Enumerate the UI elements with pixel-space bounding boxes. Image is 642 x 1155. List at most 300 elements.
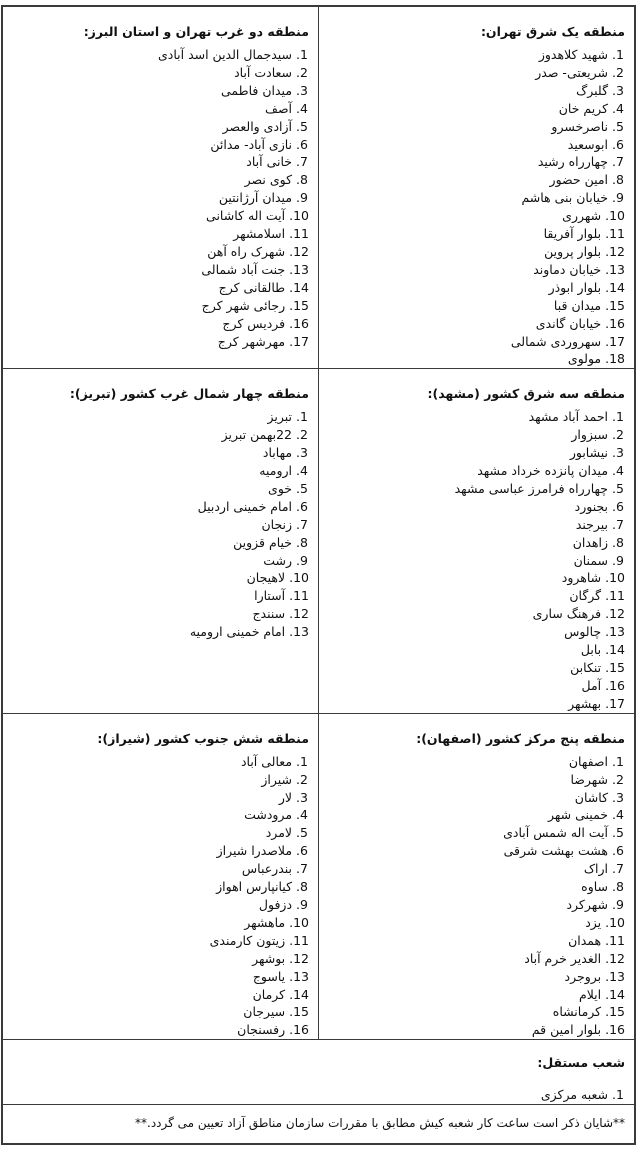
branch-name: یزد (585, 914, 606, 930)
list-item (7, 878, 309, 896)
list-item (7, 333, 309, 351)
list-item (323, 189, 625, 207)
branch-name: مهاباد (262, 445, 296, 461)
list-item (7, 516, 309, 534)
branch-name: سهروردی شمالی (510, 333, 606, 349)
item-number: 1. (612, 47, 624, 62)
branch-name: بلوار پروین (544, 243, 606, 259)
branch-name: رفسنجان (237, 1022, 290, 1038)
branch-name: زیتون کارمندی (209, 932, 290, 948)
item-number: 1. (612, 1087, 624, 1103)
item-number: 11. (605, 226, 625, 242)
branch-name: احمد آباد مشهد (528, 409, 612, 425)
list-item (323, 64, 625, 82)
branch-name: تبریز (267, 409, 296, 425)
branch-name: معالی آباد (240, 753, 296, 769)
item-number: 16. (605, 315, 625, 331)
item-number: 6. (296, 136, 308, 152)
item-number: 17. (289, 333, 309, 349)
list-item (7, 932, 309, 950)
item-number: 7. (296, 861, 308, 877)
item-number: 10. (289, 570, 309, 586)
list-item (323, 789, 625, 807)
region-2-cell (2, 6, 319, 369)
list-item (7, 534, 309, 552)
list-item (323, 480, 625, 498)
item-number: 14. (289, 986, 309, 1002)
region-5-cell (319, 713, 636, 1040)
branch-name: بلوار آفریقا (543, 226, 606, 242)
item-number: 3. (612, 789, 624, 805)
item-number: 6. (612, 498, 624, 514)
branch-name: بوشهر (252, 950, 290, 966)
list-item (7, 189, 309, 207)
list-item (7, 297, 309, 315)
region-title: منطقه شش جنوب کشور (شیراز): (97, 730, 309, 746)
list-item (323, 171, 625, 189)
branch-name: فرهنگ ساری (532, 606, 606, 622)
list-item (7, 806, 309, 824)
branch-name: فردیس کرج (222, 315, 290, 331)
branch-name: آزادی والعصر (222, 118, 296, 134)
list-item (7, 1021, 309, 1039)
branch-name: چهارراه فرامرز عباسی مشهد (454, 480, 612, 496)
item-number: 8. (612, 172, 624, 188)
independent-title: شعب مستقل: (537, 1055, 625, 1071)
branch-name: همدان (568, 932, 606, 948)
list-item (323, 605, 625, 623)
item-number: 12. (605, 950, 625, 966)
list-item (323, 986, 625, 1004)
item-number: 12. (605, 606, 625, 622)
list-item (7, 64, 309, 82)
list-item (323, 950, 625, 968)
list-item (323, 243, 625, 261)
item-number: 9. (296, 896, 308, 912)
list-item (7, 842, 309, 860)
table-row (2, 1105, 635, 1145)
list-item (323, 659, 625, 677)
list-item (7, 986, 309, 1004)
branch-name: میدان قبا (553, 297, 606, 313)
region-title: منطقه دو غرب تهران و استان البرز: (83, 24, 309, 39)
item-number: 6. (296, 843, 308, 859)
item-number: 10. (289, 914, 309, 930)
item-number: 7. (612, 861, 624, 877)
list-item (7, 789, 309, 807)
branch-name: امام خمینی ارومیه (189, 624, 290, 640)
branch-name: گلبرگ (576, 82, 612, 98)
item-number: 8. (296, 172, 308, 188)
item-number: 3. (296, 445, 308, 461)
branch-name: امین حضور (549, 172, 612, 188)
item-number: 9. (296, 190, 308, 206)
item-number: 4. (296, 463, 308, 479)
item-number: 8. (296, 534, 308, 550)
item-number: 13. (605, 968, 625, 984)
item-number: 2. (612, 771, 624, 787)
branch-name: ناصرخسرو (551, 118, 612, 134)
list-item (323, 118, 625, 136)
list-item (323, 623, 625, 641)
branch-name: بروجرد (564, 968, 606, 984)
branch-name: بیرجند (575, 516, 612, 532)
branch-name: سیدجمال الدین اسد آبادی (157, 47, 296, 62)
item-number: 6. (612, 843, 624, 859)
branch-name: خیابان گاندی (535, 315, 606, 331)
item-number: 9. (612, 896, 624, 912)
item-number: 12. (289, 950, 309, 966)
item-number: 3. (296, 82, 308, 98)
branch-name: خیابان بنی هاشم (521, 190, 612, 206)
list-item (323, 968, 625, 986)
branch-name: میدان آرژانتین (218, 190, 296, 206)
item-number: 14. (605, 279, 625, 295)
list-item (7, 153, 309, 171)
item-number: 4. (296, 807, 308, 823)
item-number: 9. (612, 190, 624, 206)
footnote: **شایان ذکر است ساعت کار شعبه کیش مطابق با مقررات سازمان مناطق آزاد تعیین می گردد.** (2, 1105, 635, 1145)
region-3-cell (319, 369, 636, 713)
item-number: 12. (289, 243, 309, 259)
table-row (2, 1040, 635, 1105)
list-item (7, 623, 309, 641)
list-item (323, 315, 625, 333)
branch-name: زاهدان (572, 534, 612, 550)
item-number: 3. (612, 445, 624, 461)
branch-name: سبزوار (571, 427, 612, 443)
branch-name: سنندج (252, 606, 290, 622)
branch-name: بجنورد (574, 498, 612, 514)
branch-name: کیانپارس اهواز (216, 879, 296, 895)
region-title: منطقه چهار شمال غرب کشور (تبریز): (69, 386, 309, 402)
list-item (323, 896, 625, 914)
item-number: 4. (612, 807, 624, 823)
list-item (7, 771, 309, 789)
item-number: 11. (289, 226, 309, 242)
item-number: 6. (612, 136, 624, 152)
list-item (7, 824, 309, 842)
branch-name: چهارراه رشید (537, 154, 612, 170)
list-item (323, 350, 625, 368)
branch-name: تنکابن (570, 660, 606, 675)
list-item (323, 806, 625, 824)
list-item (7, 860, 309, 878)
list-item (7, 426, 309, 444)
list-item (7, 1086, 625, 1104)
branch-name: لاهیجان (246, 570, 290, 586)
region-title: منطقه یک شرق تهران: (480, 24, 625, 39)
branch-list (3, 753, 318, 1040)
independent-branches-cell (2, 1040, 635, 1105)
branch-name: بلوار امین قم (531, 1022, 606, 1038)
list-item (7, 605, 309, 623)
item-number: 10. (605, 208, 625, 224)
list-item (7, 100, 309, 118)
branch-name: بندرعباس (241, 861, 296, 877)
item-number: 2. (296, 427, 308, 443)
branch-name: امام خمینی اردبیل (197, 498, 296, 514)
item-number: 13. (605, 261, 625, 277)
list-item (323, 279, 625, 297)
item-number: 15. (605, 660, 625, 675)
item-number: 15. (605, 1004, 625, 1020)
branch-name: کوی نصر (244, 172, 296, 188)
item-number: 11. (289, 588, 309, 604)
branch-name: مرودشت (244, 807, 296, 823)
list-item (323, 225, 625, 243)
item-number: 5. (612, 825, 624, 841)
item-number: 16. (605, 1022, 625, 1038)
list-item (7, 950, 309, 968)
branch-name: مولوی (567, 351, 606, 367)
item-number: 5. (296, 480, 308, 496)
list-item (323, 498, 625, 516)
branch-list (3, 408, 318, 641)
list-item (323, 516, 625, 534)
branch-name: شیراز (261, 771, 296, 787)
list-item (323, 1003, 625, 1021)
branch-list (319, 408, 634, 712)
branch-name: طالقانی کرج (218, 279, 290, 295)
list-item (323, 695, 625, 713)
branch-name: یاسوج (252, 968, 290, 984)
branch-name: زنجان (261, 516, 296, 532)
branch-name: ارومیه (259, 463, 296, 479)
branch-name: چالوس (564, 624, 606, 640)
list-item (7, 136, 309, 154)
item-number: 16. (605, 677, 625, 693)
list-item (323, 82, 625, 100)
branch-name: آصف (265, 100, 296, 116)
item-number: 16. (289, 315, 309, 331)
branch-name: گرگان (569, 588, 606, 604)
item-number: 2. (612, 427, 624, 443)
item-number: 13. (289, 968, 309, 984)
branch-name: شهرضا (570, 771, 612, 787)
region-1-cell (319, 6, 636, 369)
branch-name: ملاصدرا شیراز (216, 843, 296, 859)
list-item (7, 243, 309, 261)
list-item (7, 462, 309, 480)
list-item (7, 261, 309, 279)
branches-document (6, 5, 636, 1145)
branch-name: ایلام (578, 986, 606, 1002)
item-number: 1. (296, 753, 308, 769)
list-item (323, 444, 625, 462)
branch-name: رجائی شهر کرج (201, 297, 290, 313)
item-number: 8. (612, 534, 624, 550)
item-number: 14. (605, 642, 625, 658)
branch-name: دزفول (258, 896, 296, 912)
branch-name: اراک (583, 861, 612, 877)
branch-name: شهید کلاهدوز (538, 47, 612, 62)
branch-name: ابوسعید (567, 136, 612, 152)
branch-name: بابل (580, 642, 606, 658)
list-item (323, 824, 625, 842)
item-number: 4. (296, 100, 308, 116)
item-number: 5. (612, 480, 624, 496)
item-number: 9. (612, 552, 624, 568)
item-number: 2. (296, 64, 308, 80)
item-number: 16. (289, 1022, 309, 1038)
list-item (7, 225, 309, 243)
branch-name: کریم خان (558, 100, 612, 116)
list-item (7, 498, 309, 516)
list-item (7, 46, 309, 64)
list-item (323, 297, 625, 315)
list-item (323, 426, 625, 444)
list-item (7, 1003, 309, 1021)
item-number: 5. (296, 118, 308, 134)
list-item (7, 207, 309, 225)
list-item (323, 860, 625, 878)
branch-name: ساوه (581, 879, 612, 895)
branch-name: سیرجان (243, 1004, 290, 1020)
item-number: 7. (296, 516, 308, 532)
item-number: 3. (296, 789, 308, 805)
branch-name: خانی آباد (246, 154, 296, 170)
branch-list (3, 1086, 634, 1104)
item-number: 8. (296, 879, 308, 895)
item-number: 5. (296, 825, 308, 841)
list-item (323, 153, 625, 171)
list-item (323, 136, 625, 154)
item-number: 8. (612, 879, 624, 895)
table-row (2, 713, 635, 1040)
item-number: 13. (289, 624, 309, 640)
list-item (7, 968, 309, 986)
branch-name: رشت (263, 552, 296, 568)
item-number: 11. (289, 932, 309, 948)
item-number: 10. (289, 208, 309, 224)
item-number: 1. (612, 409, 624, 425)
list-item (323, 408, 625, 426)
branch-name: آمل (581, 677, 606, 693)
list-item (7, 552, 309, 570)
item-number: 13. (289, 261, 309, 277)
item-number: 7. (612, 154, 624, 170)
branch-list (319, 46, 634, 368)
item-number: 7. (612, 516, 624, 532)
table-row (2, 6, 635, 369)
list-item (323, 46, 625, 64)
branch-name: لار (278, 789, 296, 805)
branch-name: خیابان دماوند (533, 261, 606, 277)
list-item (7, 914, 309, 932)
list-item (7, 444, 309, 462)
list-item (323, 333, 625, 351)
item-number: 4. (612, 100, 624, 116)
list-item (323, 677, 625, 695)
list-item (323, 569, 625, 587)
list-item (323, 771, 625, 789)
branch-name: شهرری (562, 208, 606, 224)
branch-name: لامرد (265, 825, 296, 841)
branch-name: سعادت آباد (234, 64, 296, 80)
item-number: 2. (612, 64, 624, 80)
branch-name: شریعتی- صدر (535, 64, 612, 80)
list-item (323, 534, 625, 552)
item-number: 1. (296, 409, 308, 425)
branch-name: آیت اله کاشانی (206, 208, 290, 224)
list-item (323, 878, 625, 896)
item-number: 3. (612, 82, 624, 98)
list-item (323, 842, 625, 860)
item-number: 1. (296, 47, 308, 62)
branches-table (1, 5, 636, 1145)
item-number: 14. (605, 986, 625, 1002)
branch-name: خیام قزوین (233, 534, 296, 550)
branch-name: میدان پانزده خرداد مشهد (477, 463, 612, 479)
list-item (323, 100, 625, 118)
list-item (323, 462, 625, 480)
branch-name: جنت آباد شمالی (201, 261, 290, 277)
item-number: 1. (612, 753, 624, 769)
item-number: 4. (612, 463, 624, 479)
branch-name: 22بهمن تبریز (221, 427, 296, 443)
branch-list (3, 46, 318, 350)
list-item (323, 261, 625, 279)
list-item (323, 932, 625, 950)
list-item (7, 587, 309, 605)
item-number: 17. (605, 333, 625, 349)
item-number: 15. (289, 1004, 309, 1020)
list-item (323, 1021, 625, 1039)
branch-name: سمنان (573, 552, 612, 568)
branch-name: ماهشهر (244, 914, 290, 930)
branch-name: بهشهر (568, 695, 606, 711)
branch-name: کرمان (252, 986, 290, 1002)
item-number: 10. (605, 914, 625, 930)
list-item (7, 118, 309, 136)
list-item (7, 82, 309, 100)
branch-list (319, 753, 634, 1040)
item-number: 18. (605, 351, 625, 367)
list-item (7, 171, 309, 189)
list-item (323, 914, 625, 932)
list-item (7, 279, 309, 297)
branch-name: هشت بهشت شرقی (503, 843, 612, 859)
branch-name: خوی (268, 480, 296, 496)
branch-name: بلوار ابوذر (548, 279, 606, 295)
branch-name: آیت اله شمس آبادی (503, 825, 612, 841)
branch-name: شهرک راه آهن (207, 243, 290, 259)
branch-name: اسلامشهر (233, 226, 290, 242)
item-number: 17. (605, 695, 625, 711)
list-item (323, 753, 625, 771)
list-item (323, 552, 625, 570)
list-item (7, 569, 309, 587)
list-item (323, 207, 625, 225)
branch-name: اصفهان (568, 753, 612, 769)
item-number: 6. (296, 498, 308, 514)
item-number: 15. (605, 297, 625, 313)
item-number: 11. (605, 932, 625, 948)
branch-name: میدان فاطمی (220, 82, 296, 98)
list-item (7, 753, 309, 771)
table-row (2, 369, 635, 713)
item-number: 14. (289, 279, 309, 295)
branch-name: نیشابور (569, 445, 612, 461)
branch-name: مهرشهر کرج (217, 333, 290, 349)
list-item (323, 587, 625, 605)
item-number: 11. (605, 588, 625, 604)
item-number: 12. (289, 606, 309, 622)
list-item (7, 408, 309, 426)
region-title: منطقه سه شرق کشور (مشهد): (427, 386, 625, 402)
item-number: 9. (296, 552, 308, 568)
